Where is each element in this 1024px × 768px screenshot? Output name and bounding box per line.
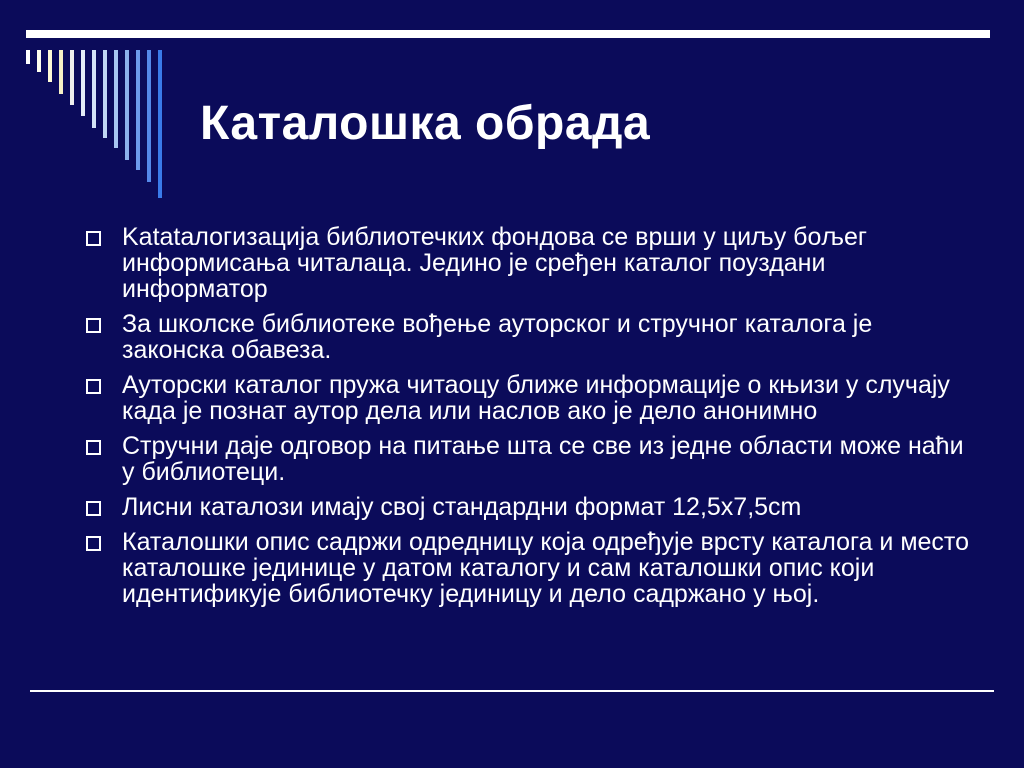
bullet-text: Стручни даје одговор на питање шта се све из једне области може наћи у библиотеци. [122, 432, 964, 486]
square-bullet-icon [86, 231, 101, 246]
bottom-rule [30, 690, 994, 692]
square-bullet-icon [86, 501, 101, 516]
stripe [136, 50, 140, 170]
stripe [37, 50, 41, 72]
square-bullet-icon [86, 440, 101, 455]
list-item [86, 494, 976, 520]
square-bullet-icon [86, 379, 101, 394]
list-item [86, 311, 976, 363]
bullet-text: Лисни каталози имају свој стандардни формат 12,5x7,5cm [122, 493, 802, 521]
list-item [86, 433, 976, 485]
bullet-text: Ауторски каталог пружа читаоцу ближе информације о књизи у случају када је познат аутор дела или наслов ако је дело анонимно [122, 371, 950, 425]
stripe [92, 50, 96, 128]
list-item [86, 372, 976, 424]
bullet-text: За школске библиотеке вођење ауторског и стручног каталога је законска обавеза. [122, 310, 873, 364]
bullet-list [86, 224, 976, 616]
slide-title: Каталошка обрада [200, 97, 651, 150]
square-bullet-icon [86, 318, 101, 333]
stripe [114, 50, 118, 148]
bullet-text: Каталошки опис садржи одредницу која одређује врсту каталога и место каталошке јединице у датом каталогу и сам каталошки опис који идентификује библиотечку јединицу и дело садржано у њој. [122, 528, 969, 608]
decorative-stripes [0, 0, 200, 220]
stripe [103, 50, 107, 138]
stripe [125, 50, 129, 160]
stripe [70, 50, 74, 105]
list-item [86, 529, 976, 607]
stripe [48, 50, 52, 82]
stripe [158, 50, 162, 198]
stripe [147, 50, 151, 182]
bullet-text: Katataлогизација библиотечких фондова се врши у циљу бољег информисања читалаца. Једино је сређен каталог поуздани информатор [122, 223, 868, 303]
stripe [26, 50, 30, 64]
list-item [86, 224, 976, 302]
square-bullet-icon [86, 536, 101, 551]
stripe [81, 50, 85, 116]
stripe [59, 50, 63, 94]
